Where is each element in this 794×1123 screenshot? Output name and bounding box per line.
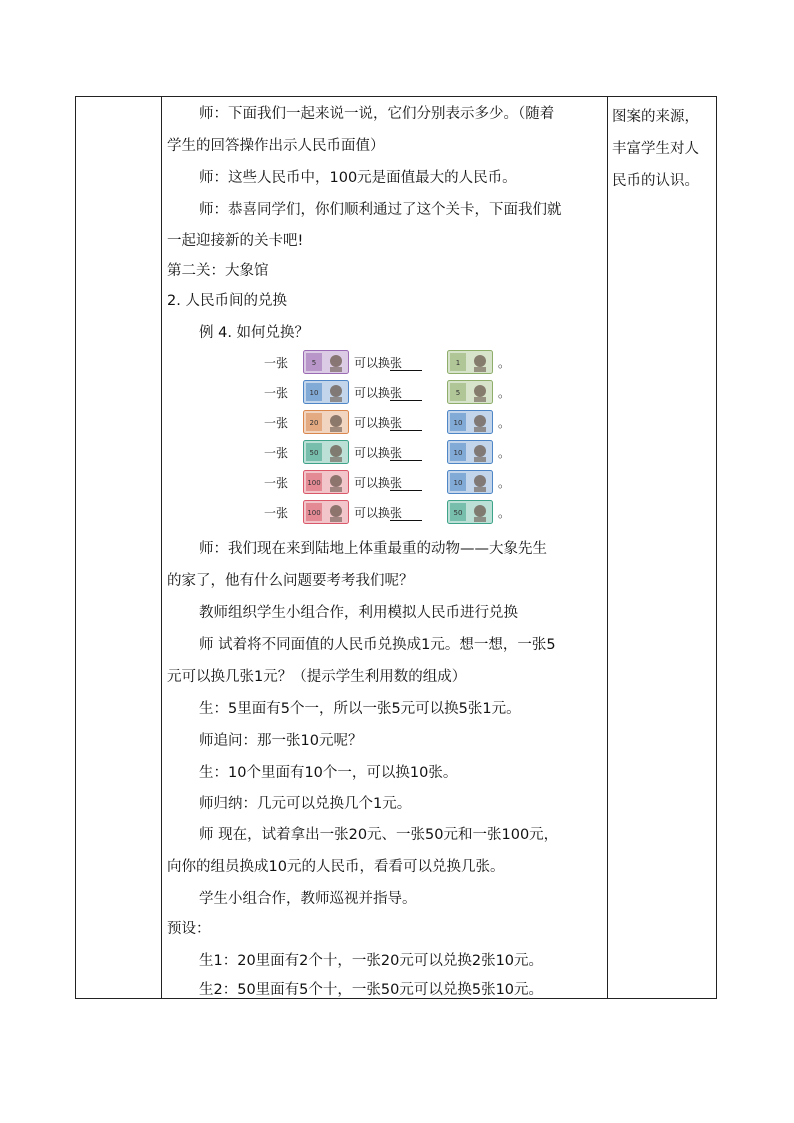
exchange-prefix: 一张 [264, 506, 289, 520]
exchange-prefix: 一张 [264, 356, 289, 370]
text-line: 的家了，他有什么问题要考考我们呢？ [167, 573, 414, 589]
note-line: 丰富学生对人 [612, 141, 699, 157]
exchange-suffix: 。 [498, 416, 511, 430]
answer-blank[interactable] [390, 478, 422, 491]
text-line: 师：我们现在来到陆地上体重最重的动物——大象先生 [199, 541, 547, 557]
text-line: 向你的组员换成10元的人民币，看看可以兑换几张。 [167, 859, 505, 875]
banknote-from-10 [303, 380, 349, 404]
banknote-from-100 [303, 470, 349, 494]
banknote-to-10 [447, 440, 493, 464]
text-line: 生2：50里面有5个十，一张50元可以兑换5张10元。 [199, 982, 544, 998]
note-line: 民币的认识。 [612, 173, 699, 189]
svg-text:5: 5 [455, 389, 461, 397]
svg-text:10: 10 [453, 419, 463, 427]
text-line: 师 试着将不同面值的人民币兑换成1元。想一想，一张5 [199, 637, 556, 653]
exchange-row [264, 500, 514, 526]
answer-blank[interactable] [390, 508, 422, 521]
text-line: 学生小组合作，教师巡视并指导。 [199, 891, 417, 907]
text-line: 师：这些人民币中，100元是面值最大的人民币。 [199, 170, 517, 186]
text-line: 一起迎接新的关卡吧! [167, 233, 304, 249]
svg-text:5: 5 [311, 359, 317, 367]
text-line: 学生的回答操作出示人民币面值） [167, 138, 385, 154]
section-heading: 第二关：大象馆 [167, 263, 269, 279]
svg-text:1: 1 [455, 359, 461, 367]
exchange-suffix: 。 [498, 506, 511, 520]
svg-text:10: 10 [453, 479, 463, 487]
exchange-suffix: 。 [498, 356, 511, 370]
banknote-from-5 [303, 350, 349, 374]
answer-blank[interactable] [390, 388, 422, 401]
sub-heading: 2. 人民币间的兑换 [167, 293, 287, 309]
exchange-row [264, 380, 514, 406]
text-line: 生1：20里面有2个十，一张20元可以兑换2张10元。 [199, 953, 544, 969]
svg-text:50: 50 [453, 509, 463, 517]
exchange-prefix: 一张 [264, 386, 289, 400]
exchange-row [264, 350, 514, 376]
exchange-prefix: 一张 [264, 416, 289, 430]
exchange-middle: 可以换 张 [354, 444, 402, 461]
answer-blank[interactable] [390, 448, 422, 461]
exchange-middle: 可以换 张 [354, 384, 402, 401]
exchange-prefix: 一张 [264, 446, 289, 460]
text-line: 师：恭喜同学们，你们顺利通过了这个关卡，下面我们就 [199, 202, 562, 218]
exchange-middle: 可以换 张 [354, 474, 402, 491]
column-divider-left [161, 97, 162, 998]
text-line: 生：10个里面有10个一，可以换10张。 [199, 765, 458, 781]
exchange-row [264, 470, 514, 496]
note-line: 图案的来源， [612, 109, 699, 125]
text-line: 教师组织学生小组合作，利用模拟人民币进行兑换 [199, 605, 518, 621]
exchange-suffix: 。 [498, 446, 511, 460]
text-line: 师：下面我们一起来说一说，它们分别表示多少。（随着 [199, 106, 555, 122]
lesson-table [75, 96, 717, 999]
banknote-to-5 [447, 380, 493, 404]
answer-blank[interactable] [390, 358, 422, 371]
banknote-to-50 [447, 500, 493, 524]
svg-text:10: 10 [309, 389, 319, 397]
exchange-suffix: 。 [498, 476, 511, 490]
text-line: 预设： [167, 921, 211, 937]
text-line: 师 现在，试着拿出一张20元、一张50元和一张100元， [199, 827, 559, 843]
exchange-row [264, 440, 514, 466]
notes-column [612, 101, 716, 197]
exchange-row [264, 410, 514, 436]
svg-text:100: 100 [307, 479, 321, 487]
svg-text:50: 50 [309, 449, 319, 457]
exchange-middle: 可以换 张 [354, 414, 402, 431]
banknote-to-10 [447, 410, 493, 434]
exchange-middle: 可以换 张 [354, 504, 402, 521]
svg-text:10: 10 [453, 449, 463, 457]
text-line: 生：5里面有5个一，所以一张5元可以换5张1元。 [199, 701, 521, 717]
banknote-from-20 [303, 410, 349, 434]
text-line: 师归纳：几元可以兑换几个1元。 [199, 796, 412, 812]
exchange-middle: 可以换 张 [354, 354, 402, 371]
answer-blank[interactable] [390, 418, 422, 431]
text-line: 师追问：那一张10元呢？ [199, 733, 363, 749]
banknote-from-100 [303, 500, 349, 524]
text-line: 元可以换几张1元？（提示学生利用数的组成） [167, 669, 467, 685]
banknote-from-50 [303, 440, 349, 464]
exchange-prefix: 一张 [264, 476, 289, 490]
banknote-to-1 [447, 350, 493, 374]
example-heading: 例 4. 如何兑换？ [199, 325, 310, 341]
banknote-to-10 [447, 470, 493, 494]
exchange-suffix: 。 [498, 386, 511, 400]
svg-text:100: 100 [307, 509, 321, 517]
column-divider-right [607, 97, 608, 998]
svg-text:20: 20 [309, 419, 319, 427]
